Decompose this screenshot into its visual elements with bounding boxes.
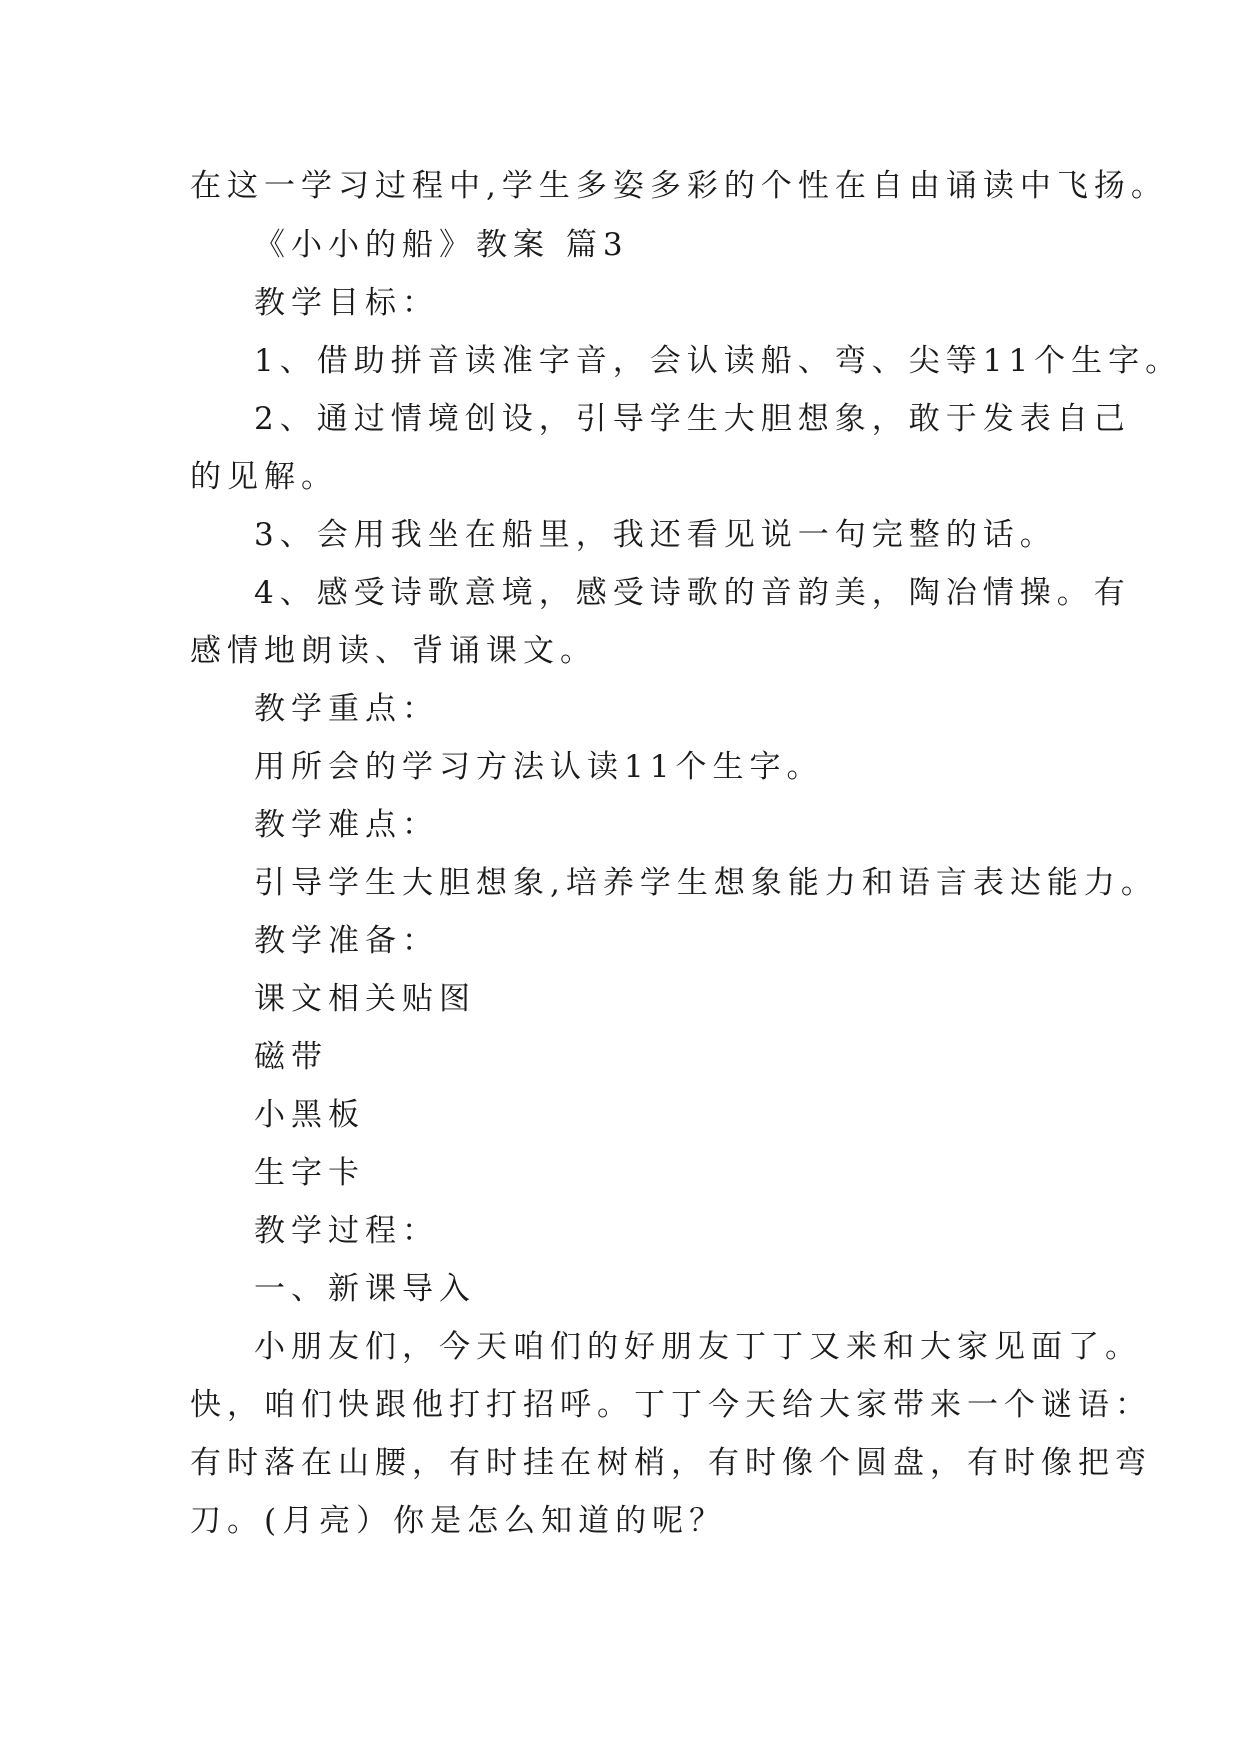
text-line: 引导学生大胆想象,培养学生想象能力和语言表达能力。 (254, 865, 1158, 901)
text-line: 感情地朗读、背诵课文。 (190, 633, 597, 669)
list-item: 磁带 (254, 1039, 328, 1075)
subheading: 教学准备： (254, 923, 439, 959)
list-item: 课文相关贴图 (254, 981, 476, 1017)
subheading: 教学难点： (254, 807, 439, 843)
subheading: 教学过程： (254, 1213, 439, 1249)
text-line: 4、感受诗歌意境，感受诗歌的音韵美，陶冶情操。有 (254, 575, 1131, 611)
text-line: 1、借助拼音读准字音，会认读船、弯、尖等11个生字。 (254, 343, 1183, 379)
subheading: 教学目标： (254, 285, 439, 321)
text-line: 用所会的学习方法认读11个生字。 (254, 749, 824, 785)
section-heading: 《小小的船》教案 篇3 (254, 227, 629, 263)
text-line: 小朋友们，今天咱们的好朋友丁丁又来和大家见面了。 (254, 1329, 1142, 1365)
text-line: 快，咱们快跟他打打招呼。丁丁今天给大家带来一个谜语： (190, 1387, 1152, 1423)
text-line: 2、通过情境创设，引导学生大胆想象，敢于发表自己 (254, 401, 1131, 437)
text-line: 的见解。 (190, 459, 338, 495)
subheading: 一、新课导入 (254, 1271, 476, 1307)
list-item: 生字卡 (254, 1155, 365, 1191)
list-item: 小黑板 (254, 1097, 365, 1133)
text-line: 刀。(月亮）你是怎么知道的呢？ (190, 1503, 727, 1539)
text-line: 3、会用我坐在船里，我还看见说一句完整的话。 (254, 517, 1057, 553)
text-line: 在这一学习过程中,学生多姿多彩的个性在自由诵读中飞扬。 (190, 168, 1168, 204)
text-line: 有时落在山腰，有时挂在树梢，有时像个圆盘，有时像把弯 (190, 1445, 1152, 1481)
subheading: 教学重点： (254, 691, 439, 727)
